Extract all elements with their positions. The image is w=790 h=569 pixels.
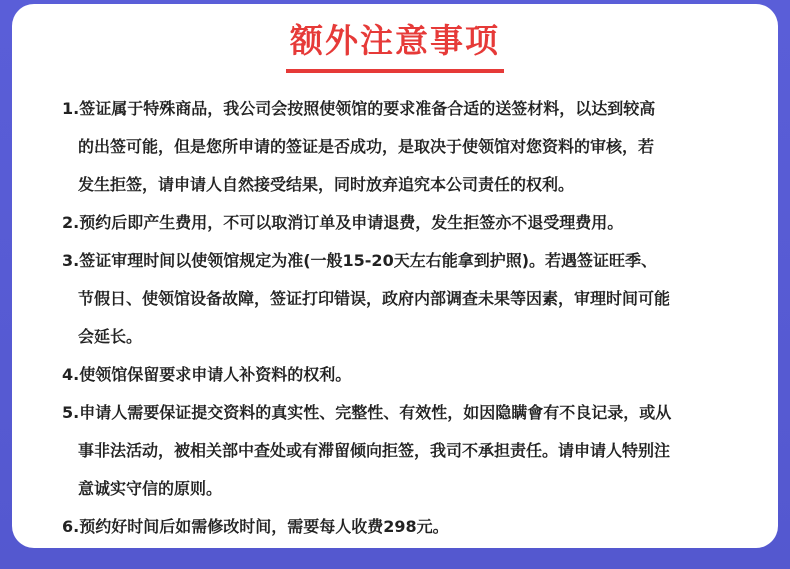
notice-line: 3.签证审理时间以使领馆规定为准(一般15-20天左右能拿到护照)。若遇签证旺季、 bbox=[62, 251, 658, 270]
notice-line: 会延长。 bbox=[78, 327, 143, 346]
notice-line: 6.预约好时间后如需修改时间，需要每人收费298元。 bbox=[62, 517, 449, 536]
page-title: 额外注意事项 bbox=[286, 19, 504, 73]
notice-line: 4.使领馆保留要求申请人补资料的权利。 bbox=[62, 365, 352, 384]
notice-line: 的出签可能，但是您所申请的签证是否成功，是取决于使领馆对您资料的审核，若 bbox=[78, 137, 655, 156]
notice-line: 1.签证属于特殊商品，我公司会按照使领馆的要求准备合适的送签材料，以达到较高 bbox=[62, 99, 656, 118]
notice-line: 意诚实守信的原则。 bbox=[78, 479, 223, 498]
notice-item-5 bbox=[62, 394, 767, 508]
notice-line: 事非法活动，被相关部中查处或有滞留倾向拒签，我司不承担责任。请申请人特别注 bbox=[78, 441, 671, 460]
notice-list bbox=[62, 90, 767, 546]
notice-item-3 bbox=[62, 242, 767, 356]
title-area bbox=[12, 4, 778, 82]
notice-item-2 bbox=[62, 204, 767, 242]
notice-line: 节假日、使领馆设备故障，签证打印错误，政府内部调查未果等因素，审理时间可能 bbox=[78, 289, 671, 308]
notice-item-4 bbox=[62, 356, 767, 394]
notice-item-6 bbox=[62, 508, 767, 546]
notice-card bbox=[12, 4, 778, 548]
notice-line: 发生拒签，请申请人自然接受结果，同时放弃追究本公司责任的权利。 bbox=[78, 175, 575, 194]
notice-line: 5.申请人需要保证提交资料的真实性、完整性、有效性，如因隐瞒會有不良记录，或从 bbox=[62, 403, 672, 422]
notice-item-1 bbox=[62, 90, 767, 204]
notice-line: 2.预约后即产生费用，不可以取消订单及申请退费，发生拒签亦不退受理费用。 bbox=[62, 213, 624, 232]
